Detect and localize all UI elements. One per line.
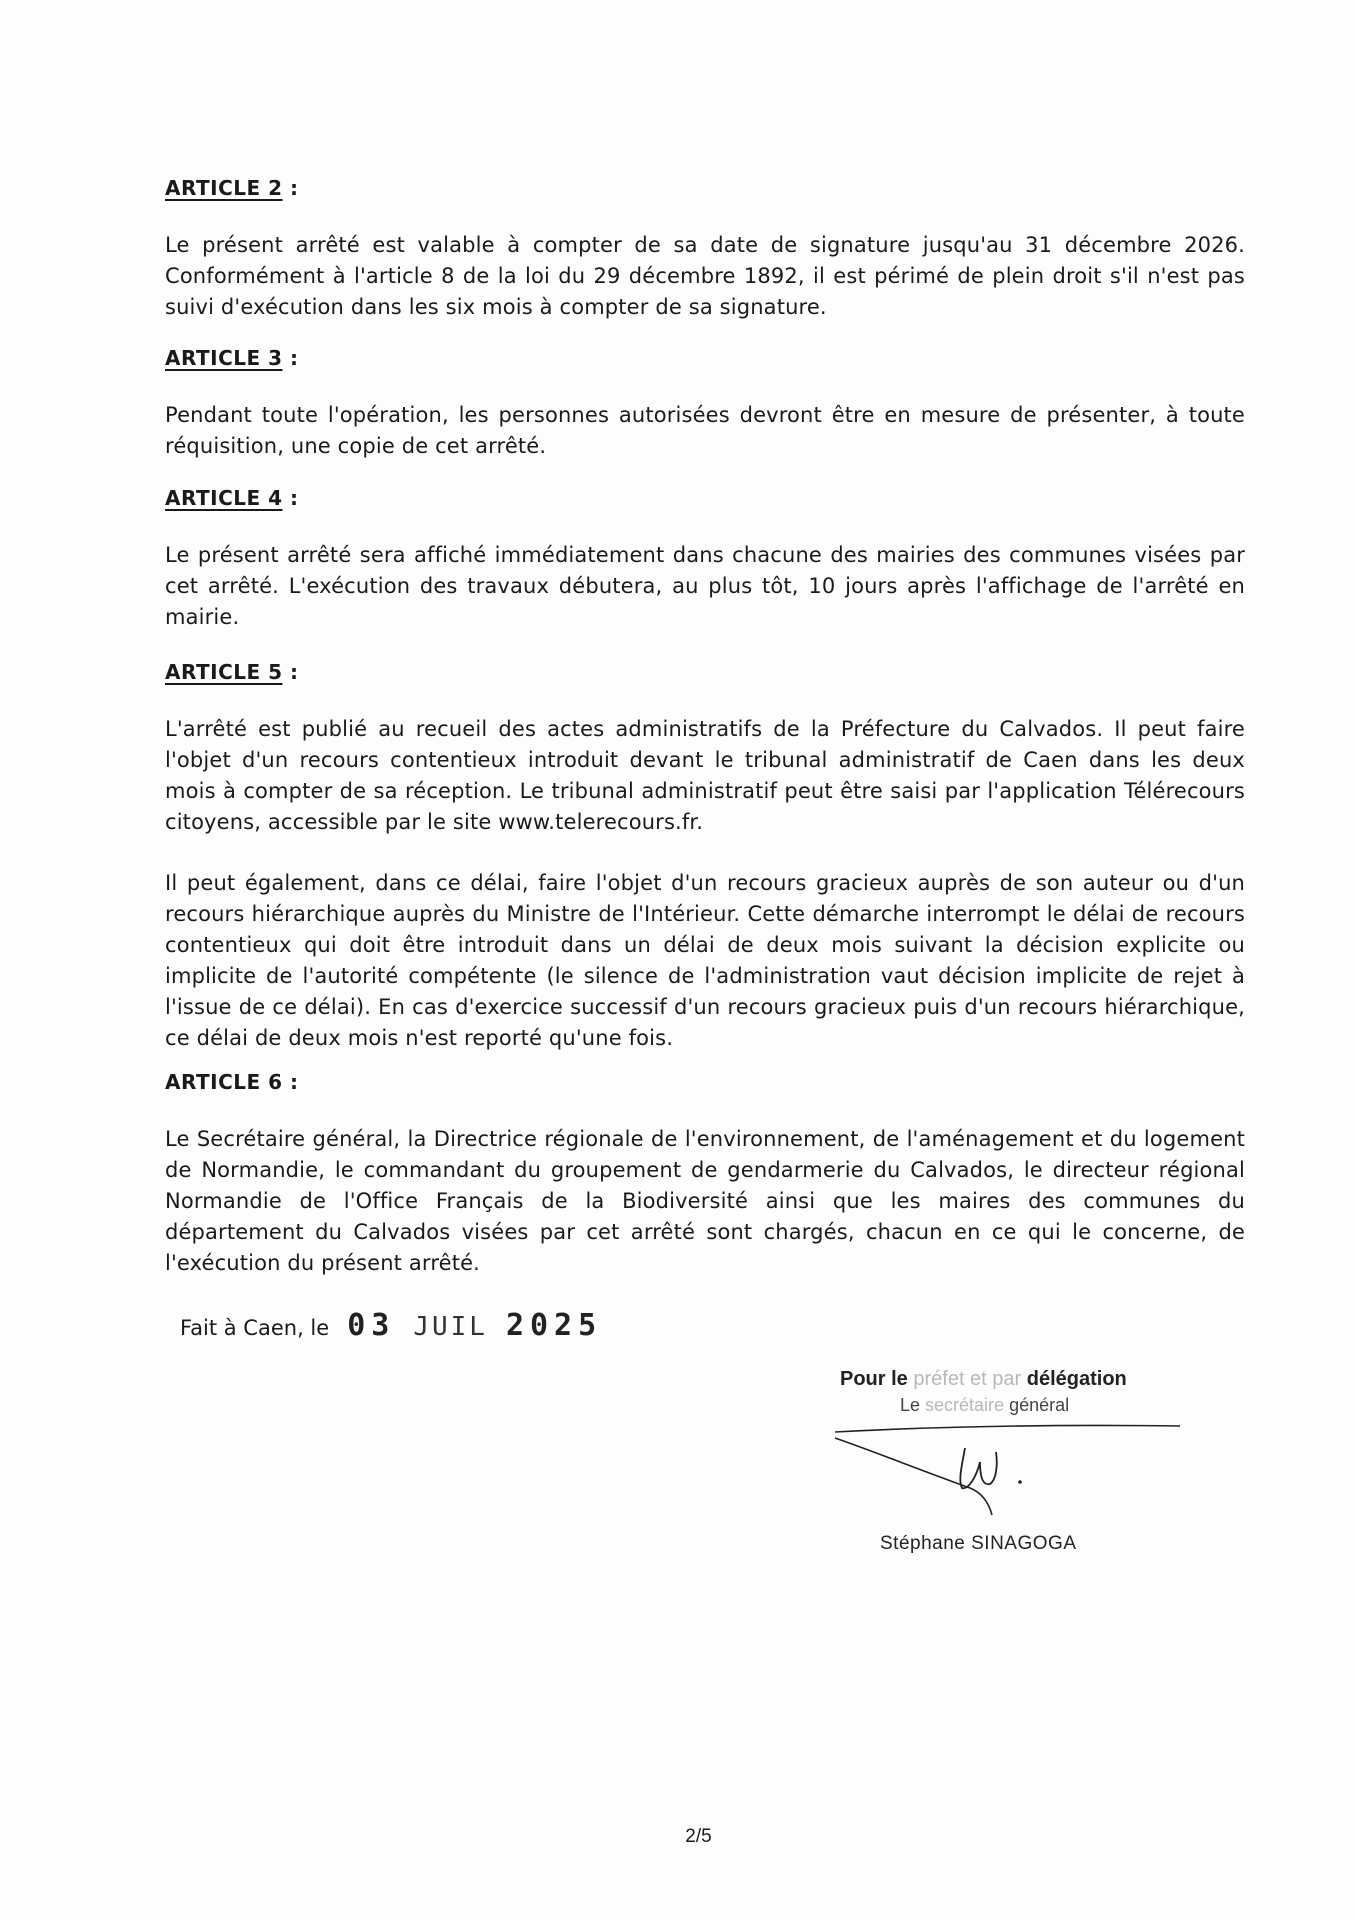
- article-paragraph: L'arrêté est publié au recueil des actes administratifs de la Préfecture du Calvados. Il peut faire l'objet d'un recours contentieux introduit devant le tribunal administratif de Caen dans les deux mois à compter de sa réception. Le tribunal administratif peut être saisi par l'application Télérecours citoyens, accessible par le site www.telerecours.fr.: [165, 717, 1245, 834]
- article-paragraph: Il peut également, dans ce délai, faire l'objet d'un recours gracieux auprès de son auteur ou d'un recours hiérarchique auprès du Ministre de l'Intérieur. Cette démarche interrompt le délai de recours contentieux qui doit être introduit dans un délai de deux mois suivant la décision explicite ou implicite de l'autorité compétente (le silence de l'administration vaut décision implicite de rejet à l'issue de ce délai). En cas d'exercice successif d'un recours gracieux puis d'un recours hiérarchique, ce délai de deux mois n'est reporté qu'une fois.: [165, 871, 1245, 1050]
- signature-date-line: [180, 1308, 602, 1343]
- date-stamp-year: 2025: [505, 1308, 603, 1343]
- article-heading: ARTICLE 4 :: [165, 486, 299, 510]
- article-paragraph: Pendant toute l'opération, les personnes autorisées devront être en mesure de présenter, à toute réquisition, une copie de cet arrêté.: [165, 403, 1245, 458]
- article-heading: ARTICLE 5 :: [165, 660, 299, 684]
- page-number: 2/5: [685, 1826, 712, 1847]
- article-heading: ARTICLE 2 :: [165, 176, 299, 200]
- article-heading: ARTICLE 6 :: [165, 1070, 299, 1094]
- signatory-title-line: Le secrétaire général: [900, 1395, 1070, 1415]
- article-paragraph: Le présent arrêté sera affiché immédiatement dans chacune des mairies des communes visées par cet arrêté. L'exécution des travaux débutera, au plus tôt, 10 jours après l'affichage de l'arrêté en mairie.: [165, 543, 1245, 629]
- article-paragraph: Le Secrétaire général, la Directrice régionale de l'environnement, de l'aménagement et du logement de Normandie, le commandant du groupement de gendarmerie du Calvados, le directeur régional Normandie de l'Office Français de la Biodiversité ainsi que les maires des communes du département du Calvados visées par cet arrêté sont chargés, chacun en ce qui le concerne, de l'exécution du présent arrêté.: [165, 1127, 1245, 1275]
- handwritten-signature: [830, 1420, 1190, 1530]
- signature-block: [840, 1368, 1180, 1416]
- article-2: [165, 176, 1245, 353]
- delegation-line: Pour le préfet et par délégation: [840, 1368, 1127, 1390]
- article-heading: ARTICLE 3 :: [165, 346, 299, 370]
- article-paragraph: Le présent arrêté est valable à compter de sa date de signature jusqu'au 31 décembre 2026. Conformément à l'article 8 de la loi du 29 décembre 1892, il est périmé de plein droit s'il n'est pas suivi d'exécution dans les six mois à compter de sa signature.: [165, 233, 1245, 319]
- article-3: [165, 346, 1245, 492]
- signatory-name: Stéphane SINAGOGA: [880, 1533, 1077, 1554]
- article-4: [165, 486, 1245, 663]
- article-6: [165, 1070, 1245, 1309]
- article-5: [165, 660, 1245, 1084]
- place-label: Fait à Caen, le: [180, 1316, 330, 1340]
- date-stamp-day: 03: [347, 1308, 396, 1343]
- date-stamp-month: JUIL: [413, 1312, 488, 1342]
